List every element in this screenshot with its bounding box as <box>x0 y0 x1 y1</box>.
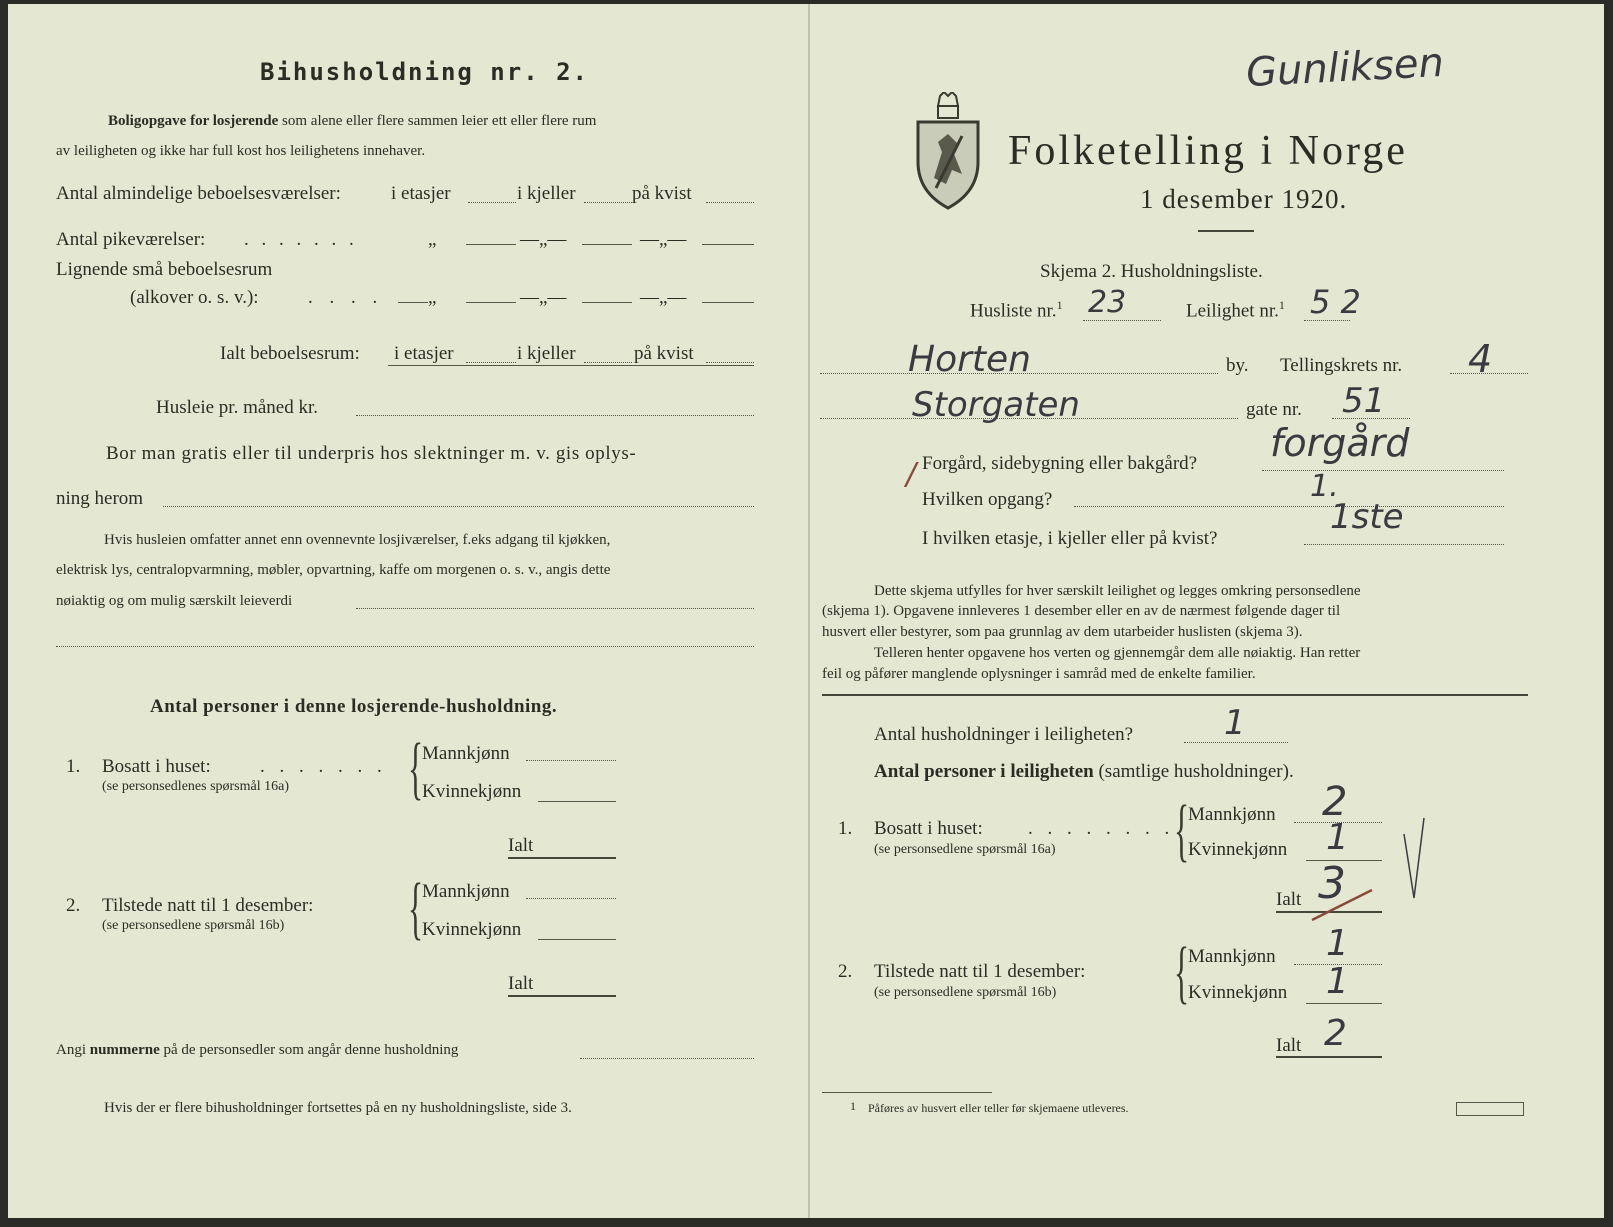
left-item1-male-field[interactable] <box>526 760 616 761</box>
small-rooms-label: Lignende små beboelsesrum <box>56 259 273 280</box>
rooms-kvist-field[interactable] <box>706 202 754 203</box>
instr2-line-2: feil og påfører manglende oplysninger i samråd med de enkelte familier. <box>822 666 1256 682</box>
left-item2-num: 2. <box>66 895 81 916</box>
husliste-label-text: Husliste nr. <box>970 300 1057 322</box>
right-item2-num: 2. <box>838 961 853 982</box>
footnote-text: Påføres av husvert eller teller før skjemaene utleveres. <box>868 1101 1129 1115</box>
husliste-field[interactable] <box>1083 320 1161 321</box>
intro-line-1 <box>108 114 596 129</box>
left-item2-total-field[interactable] <box>508 995 616 997</box>
instr1-line-3: husvert eller bestyrer, som paa grunnlag av dem utarbeider huslisten (skjema 3). <box>822 624 1303 640</box>
incl-field[interactable] <box>356 608 754 609</box>
city-value: Horten <box>908 339 1031 380</box>
etasje-value: 1ste <box>1330 497 1404 537</box>
numbers-prefix: Angi <box>56 1042 86 1058</box>
forgard-field[interactable] <box>1262 470 1504 471</box>
intro-rest: som alene eller flere sammen leier ett eller flere rum <box>282 113 597 129</box>
rent-label: Husleie pr. måned kr. <box>156 397 318 418</box>
krets-field[interactable] <box>1450 373 1528 374</box>
right-item1-dots: . . . . . . . . <box>1028 818 1175 839</box>
krets-value: 4 <box>1468 337 1493 381</box>
left-item2-female-label: Kvinnekjønn <box>422 919 522 940</box>
intro-line-2: av leiligheten og ikke har full kost hos leilighetens innehaver. <box>56 143 426 159</box>
margin-mark: / <box>906 457 917 492</box>
numbers-line <box>56 1043 458 1058</box>
right-item2-female-value: 1 <box>1326 961 1349 1002</box>
households-field[interactable] <box>1184 742 1288 743</box>
rooms-kjeller-label: i kjeller <box>517 183 576 204</box>
handwritten-name: Gunliksen <box>1244 39 1445 97</box>
forgard-value: forgård <box>1270 421 1410 465</box>
by-label: by. <box>1226 355 1249 376</box>
pike-label: Antal pikeværelser: <box>56 229 206 250</box>
right-item1-brace: { <box>1174 792 1190 869</box>
left-item2-female-field[interactable] <box>538 939 616 940</box>
right-item1-sub: (se personsedlene spørsmål 16a) <box>874 842 1056 857</box>
opgang-value: 1. <box>1310 469 1339 504</box>
left-item1-total-field[interactable] <box>508 857 616 859</box>
left-item1-label: Bosatt i huset: <box>102 756 211 777</box>
tally-check-mark <box>1400 814 1430 904</box>
right-item2-female-label: Kvinnekjønn <box>1188 982 1288 1003</box>
households-label: Antal husholdninger i leiligheten? <box>874 724 1134 745</box>
free-line-1: Bor man gratis eller til underpris hos slektninger m. v. gis oplys- <box>106 443 637 464</box>
left-item1-female-field[interactable] <box>538 801 616 802</box>
small-rooms-field-1[interactable] <box>466 302 516 303</box>
right-item2-brace: { <box>1174 934 1190 1011</box>
pike-field-1[interactable] <box>466 244 516 245</box>
right-item2-male-label: Mannkjønn <box>1188 946 1276 967</box>
coat-of-arms-icon <box>912 92 984 212</box>
right-item2-label: Tilstede natt til 1 desember: <box>874 961 1086 982</box>
small-rooms-sub: (alkover o. s. v.): <box>130 287 259 308</box>
left-item2-male-label: Mannkjønn <box>422 881 510 902</box>
small-rooms-ditto-2: —„— <box>520 287 567 308</box>
gate-label: gate nr. <box>1246 399 1302 420</box>
total-etasjer-field[interactable] <box>466 362 516 363</box>
street-value: Storgaten <box>912 385 1080 425</box>
opgang-label: Hvilken opgang? <box>922 489 1053 510</box>
pike-field-3[interactable] <box>702 244 754 245</box>
gate-field[interactable] <box>1332 418 1410 419</box>
small-rooms-field-2[interactable] <box>582 302 632 303</box>
left-item2-total-label: Ialt <box>508 973 534 994</box>
right-item2-total-field[interactable] <box>1276 1056 1382 1058</box>
left-footer: Hvis der er flere bihusholdninger fortsettes på en ny husholdningsliste, side 3. <box>104 1100 572 1116</box>
census-form-sheet <box>8 4 1604 1218</box>
left-item1-dots: . . . . . . . <box>260 756 387 777</box>
incl-line-3: nøiaktig og om mulig særskilt leieverdi <box>56 593 293 609</box>
total-kvist-field[interactable] <box>706 362 754 363</box>
date-rule <box>1198 230 1254 232</box>
small-rooms-dots: . . . . <box>308 287 384 308</box>
leilighet-value: 5 2 <box>1310 283 1361 321</box>
rooms-etasjer-label: i etasjer <box>391 183 451 204</box>
printer-stamp <box>1456 1102 1524 1116</box>
pike-ditto-1: „ <box>428 229 437 250</box>
leilighet-label <box>1186 299 1285 320</box>
left-title: Bihusholdning nr. 2. <box>260 58 589 86</box>
incl-field-2[interactable] <box>56 646 754 647</box>
right-item1-label: Bosatt i huset: <box>874 818 983 839</box>
intro-bold: Boligopgave for losjerende <box>108 113 279 129</box>
husliste-label <box>970 299 1063 320</box>
left-item2-sub: (se personsedlene spørsmål 16b) <box>102 918 285 933</box>
left-item2-male-field[interactable] <box>526 898 616 899</box>
left-item1-brace: { <box>408 730 424 807</box>
pike-dots: . . . . . . . <box>244 229 358 250</box>
right-item1-num: 1. <box>838 818 853 839</box>
leilighet-sup: 1 <box>1278 298 1285 312</box>
left-persons-heading: Antal personer i denne losjerende-husholdning. <box>150 696 558 717</box>
right-item2-total-label: Ialt <box>1276 1035 1302 1056</box>
total-kjeller-label: i kjeller <box>517 343 576 364</box>
left-item2-brace: { <box>408 870 424 947</box>
numbers-bold: nummerne <box>89 1042 160 1058</box>
footnote-num: 1 <box>850 1099 856 1113</box>
left-item1-male-label: Mannkjønn <box>422 743 510 764</box>
rooms-kvist-label: på kvist <box>632 183 692 204</box>
rooms-kjeller-field[interactable] <box>584 202 632 203</box>
instr1-line-1: Dette skjema utfylles for hver særskilt leilighet og legges omkring personsedlene <box>874 583 1361 599</box>
total-etasjer-label: i etasjer <box>394 343 454 364</box>
left-item1-sub: (se personsedlenes spørsmål 16a) <box>102 779 290 794</box>
total-underline <box>388 365 754 366</box>
instr1-line-2: (skjema 1). Opgavene innleveres 1 desember eller en av de nærmest følgende dager til <box>822 603 1341 619</box>
right-item2-sub: (se personsedlene spørsmål 16b) <box>874 985 1057 1000</box>
footnote-rule <box>822 1092 992 1093</box>
page-fold <box>808 4 810 1218</box>
right-title: Folketelling i Norge <box>1008 128 1408 174</box>
small-rooms-field-3[interactable] <box>702 302 754 303</box>
husliste-sup: 1 <box>1056 298 1063 312</box>
right-item1-total-value: 3 <box>1318 858 1346 909</box>
pike-ditto-3: —„— <box>640 229 687 250</box>
rooms-label: Antal almindelige beboelsesværelser: <box>56 183 341 204</box>
etasje-label: I hvilken etasje, i kjeller eller på kvist? <box>922 528 1218 549</box>
left-item1-total-label: Ialt <box>508 835 534 856</box>
etasje-field[interactable] <box>1304 544 1504 545</box>
husliste-value: 23 <box>1088 285 1127 320</box>
right-item2-male-value: 1 <box>1326 923 1349 964</box>
persons-bold: Antal personer i leiligheten <box>874 761 1094 782</box>
incl-line-2: elektrisk lys, centralopvarmning, møbler, opvartning, kaffe om morgenen o. s. v., angis dette <box>56 562 611 578</box>
total-kvist-label: på kvist <box>634 343 694 364</box>
small-rooms-ditto-3: —„— <box>640 287 687 308</box>
right-item1-female-label: Kvinnekjønn <box>1188 839 1288 860</box>
small-rooms-field-0[interactable] <box>398 302 428 303</box>
gate-value: 51 <box>1342 381 1386 421</box>
left-item1-female-label: Kvinnekjønn <box>422 781 522 802</box>
city-field[interactable] <box>820 373 1218 374</box>
rooms-etasjer-field[interactable] <box>468 202 516 203</box>
instr-rule <box>822 694 1528 696</box>
forgard-label: Forgård, sidebygning eller bakgård? <box>922 453 1198 474</box>
numbers-field[interactable] <box>580 1058 754 1059</box>
right-item1-male-value: 2 <box>1322 779 1348 825</box>
free-line-2: ning herom <box>56 488 144 509</box>
check-slash-mark <box>1308 884 1378 924</box>
pike-ditto-2: —„— <box>520 229 567 250</box>
instr2-line-1: Telleren henter opgavene hos verten og gjennemgår dem alle nøiaktig. Han retter <box>874 645 1361 661</box>
right-item1-total-label: Ialt <box>1276 889 1302 910</box>
households-value: 1 <box>1224 703 1246 743</box>
left-item1-num: 1. <box>66 756 81 777</box>
right-item1-female-value: 1 <box>1326 817 1349 858</box>
small-rooms-ditto-1: „ <box>428 287 437 308</box>
incl-line-1: Hvis husleien omfatter annet enn ovennevnte losjiværelser, f.eks adgang til kjøkken, <box>104 532 611 548</box>
opgang-field[interactable] <box>1074 506 1504 507</box>
left-item2-label: Tilstede natt til 1 desember: <box>102 895 314 916</box>
leilighet-field[interactable] <box>1304 320 1350 321</box>
right-date: 1 desember 1920. <box>1140 184 1348 214</box>
krets-label: Tellingskrets nr. <box>1280 355 1403 376</box>
persons-rest: (samtlige husholdninger). <box>1098 761 1294 782</box>
leilighet-label-text: Leilighet nr. <box>1186 300 1279 322</box>
rent-field[interactable] <box>356 415 754 416</box>
schema-label: Skjema 2. Husholdningsliste. <box>1040 261 1263 282</box>
free-field[interactable] <box>163 506 754 507</box>
pike-field-2[interactable] <box>582 244 632 245</box>
persons-line <box>874 762 1294 781</box>
total-kjeller-field[interactable] <box>584 362 632 363</box>
street-field[interactable] <box>820 418 1238 419</box>
right-item1-male-label: Mannkjønn <box>1188 804 1276 825</box>
total-rooms-label: Ialt beboelsesrum: <box>220 343 360 364</box>
numbers-rest: på de personsedler som angår denne husholdning <box>163 1042 459 1058</box>
right-item2-female-field[interactable] <box>1306 1003 1382 1004</box>
right-item2-total-value: 2 <box>1324 1013 1347 1054</box>
